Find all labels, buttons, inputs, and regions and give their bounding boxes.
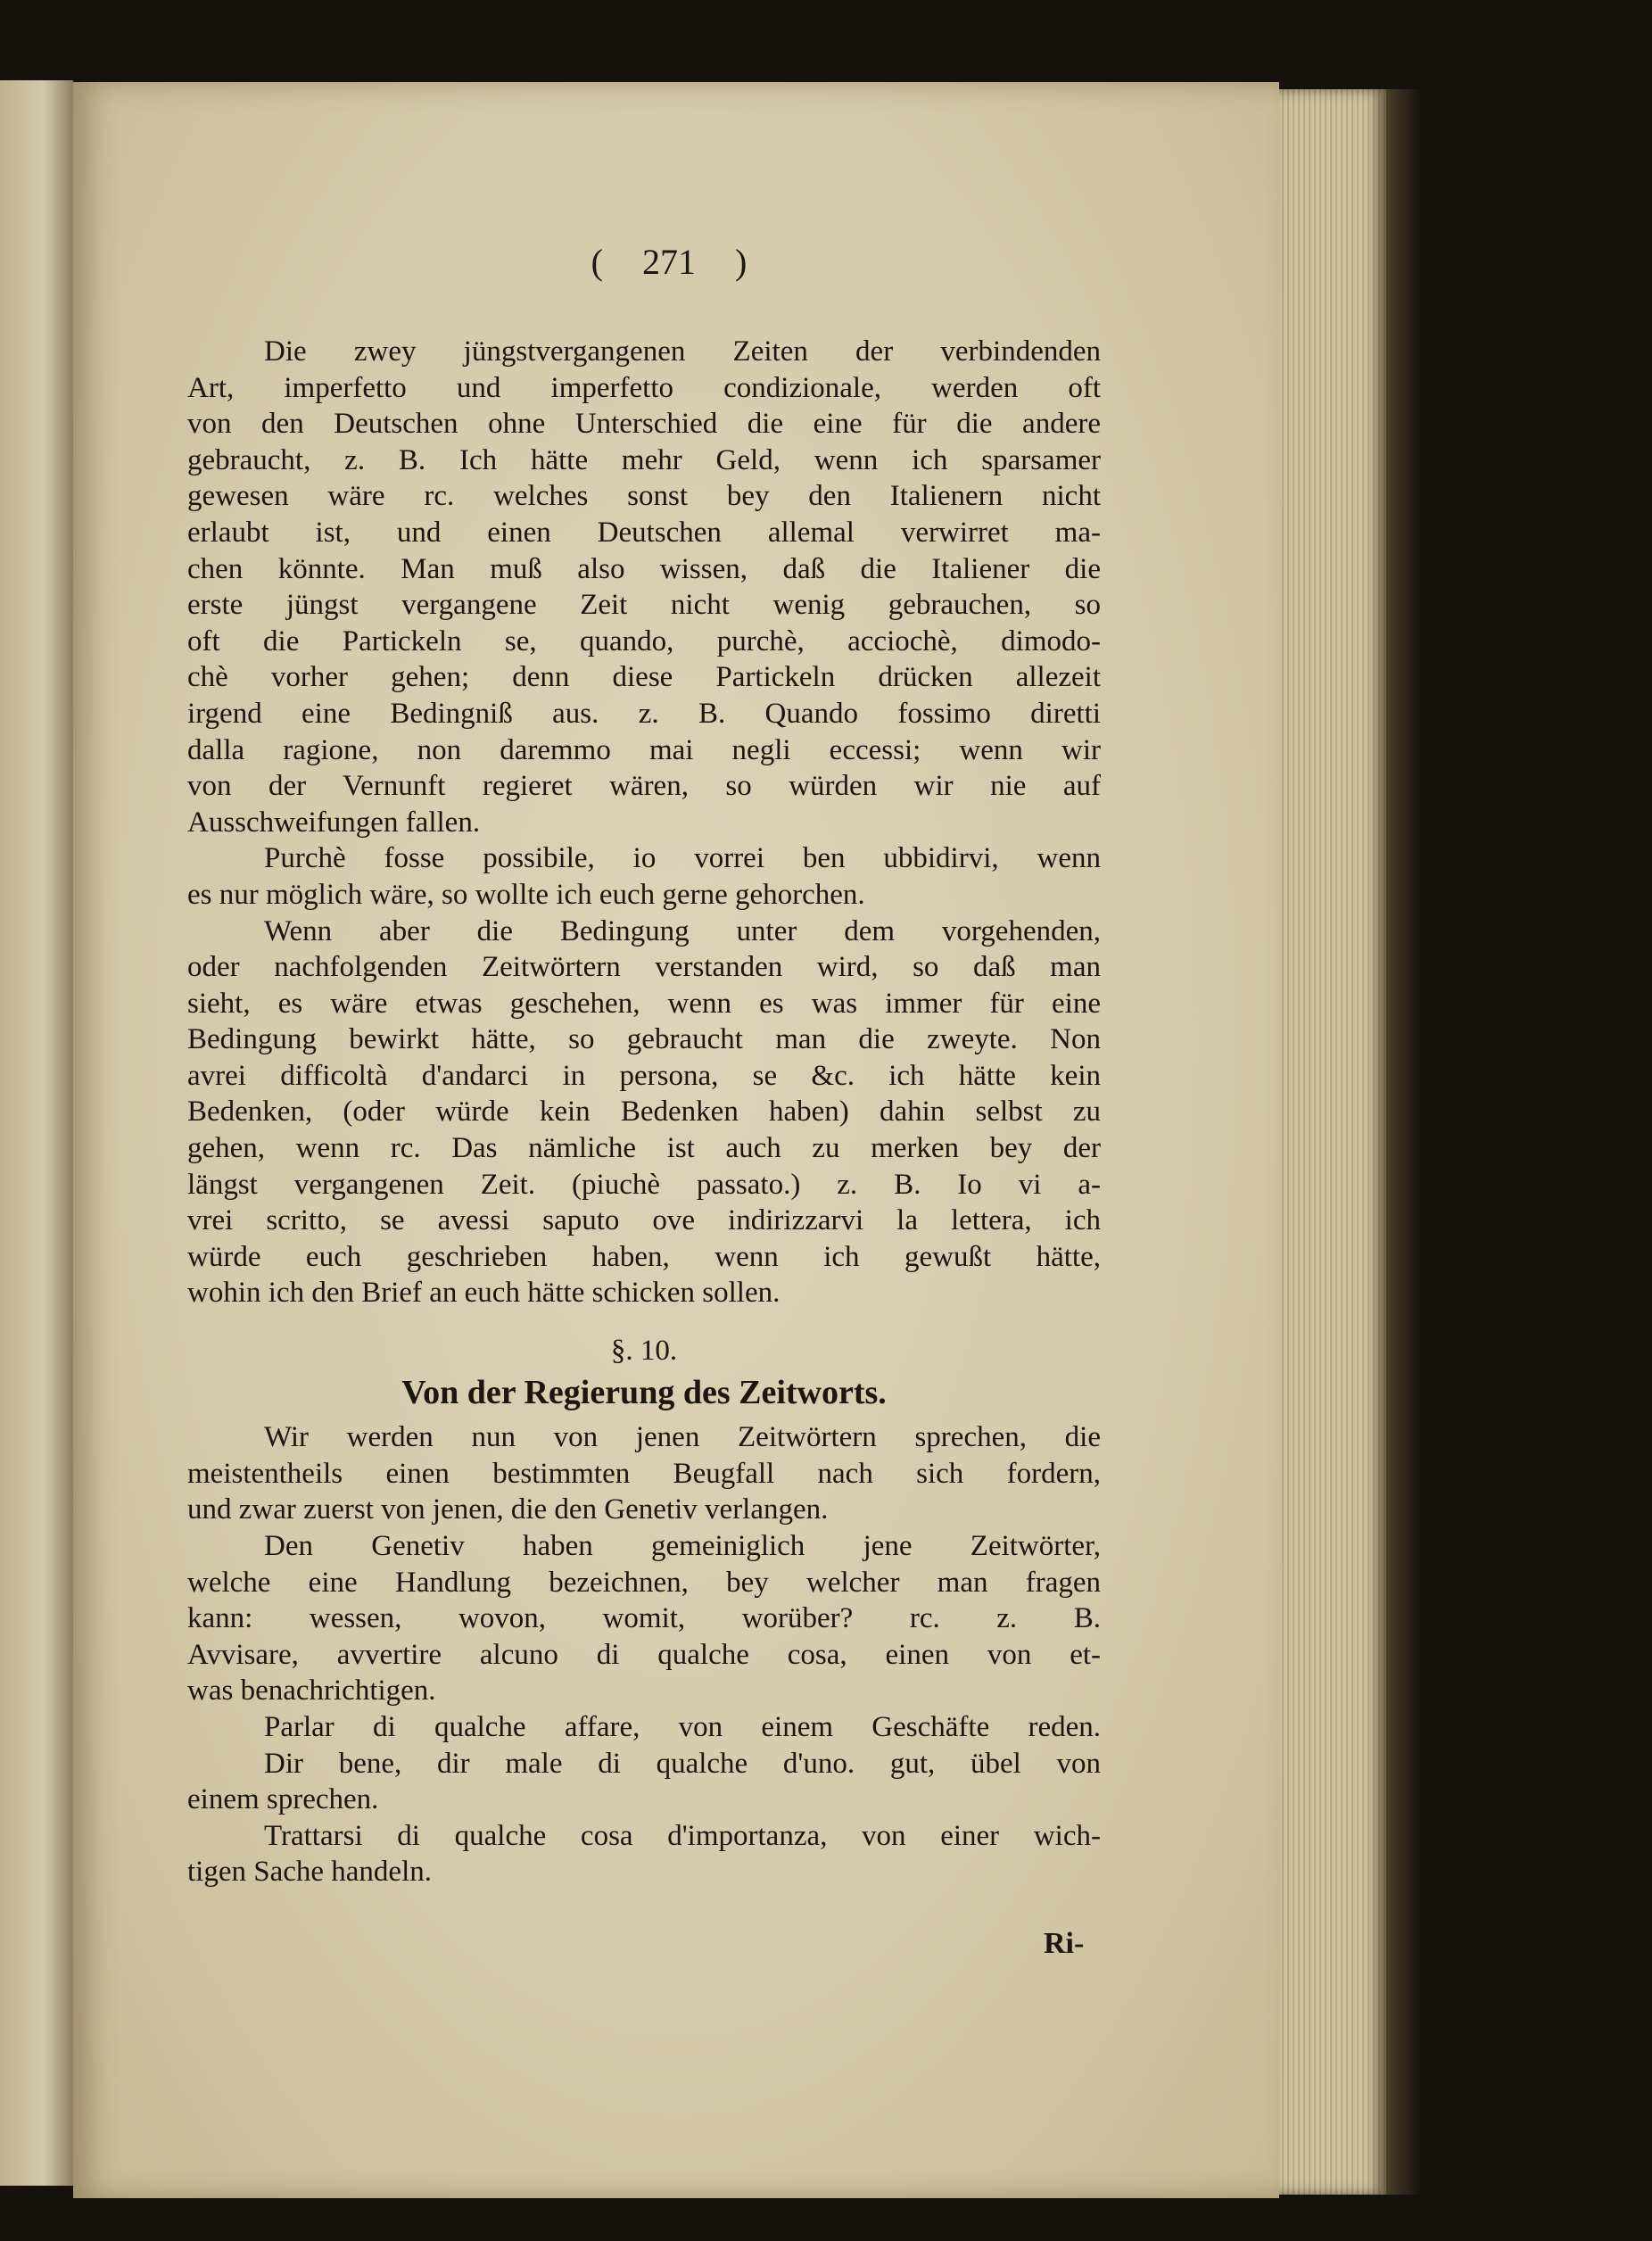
text-line: Dir bene, dir male di qualche d'uno. gut, übel von xyxy=(264,1747,1101,1780)
text-line: Die zwey jüngstvergangenen Zeiten der verbindenden xyxy=(264,335,1101,368)
text-line: würde euch geschrieben haben, wenn ich gewußt hätte, xyxy=(187,1240,1101,1273)
text-line: längst vergangenen Zeit. (piuchè passato.) z. B. Io vi a- xyxy=(187,1168,1101,1201)
text-line: erste jüngst vergangene Zeit nicht wenig gebrauchen, so xyxy=(187,589,1101,622)
text-line: dalla ragione, non daremmo mai negli eccessi; wenn wir xyxy=(187,733,1101,766)
section-number: §. 10. xyxy=(610,1335,678,1368)
text-line: kann: wessen, wovon, womit, worüber? rc. z. B. xyxy=(187,1602,1101,1635)
text-line: Parlar di qualche affare, von einem Geschäfte reden. xyxy=(264,1710,1101,1743)
text-line: Purchè fosse possibile, io vorrei ben ubbidirvi, wenn xyxy=(264,842,1101,875)
text-line: es nur möglich wäre, so wollte ich euch gerne gehorchen. xyxy=(187,878,865,911)
text-line: oft die Partickeln se, quando, purchè, acciochè, dimodo- xyxy=(187,624,1101,657)
text-line: gebraucht, z. B. Ich hätte mehr Geld, wenn ich sparsamer xyxy=(187,443,1101,476)
binding-shadow xyxy=(1386,89,1422,2195)
text-line: und zwar zuerst von jenen, die den Genetiv verlangen. xyxy=(187,1493,829,1526)
section-heading: Von der Regierung des Zeitworts. xyxy=(401,1373,887,1411)
text-line: Trattarsi di qualche cosa d'importanza, von einer wich- xyxy=(264,1819,1101,1852)
text-line: tigen Sache handeln. xyxy=(187,1856,432,1889)
text-line: einem sprechen. xyxy=(187,1783,379,1816)
text-line: gehen, wenn rc. Das nämliche ist auch zu merken bey der xyxy=(187,1132,1101,1165)
text-line: sieht, es wäre etwas geschehen, wenn es was immer für eine xyxy=(187,987,1101,1020)
text-line: oder nachfolgenden Zeitwörtern verstanden wird, so daß man xyxy=(187,951,1101,984)
text-line: irgend eine Bedingniß aus. z. B. Quando fossimo diretti xyxy=(187,697,1101,730)
text-line: Den Genetiv haben gemeiniglich jene Zeitwörter, xyxy=(264,1530,1101,1562)
text-line: Wenn aber die Bedingung unter dem vorgehenden, xyxy=(264,914,1101,947)
text-line: Bedingung bewirkt hätte, so gebraucht man die zweyte. Non xyxy=(187,1023,1101,1056)
text-line: gewesen wäre rc. welches sonst bey den Italienern nicht xyxy=(187,480,1101,513)
text-line: vrei scritto, se avessi saputo ove indirizzarvi la lettera, ich xyxy=(187,1204,1101,1237)
text-line: Bedenken, (oder würde kein Bedenken haben) dahin selbst zu xyxy=(187,1096,1101,1129)
text-line: chen könnte. Man muß also wissen, daß die Italiener die xyxy=(187,552,1101,585)
text-line: Ausschweifungen fallen. xyxy=(187,806,481,839)
catchword: Ri- xyxy=(1044,1927,1085,1960)
text-line: wohin ich den Brief an euch hätte schicken sollen. xyxy=(187,1277,781,1310)
text-line: avrei difficoltà d'andarci in persona, se &c. ich hätte kein xyxy=(187,1059,1101,1092)
text-line: Wir werden nun von jenen Zeitwörtern sprechen, die xyxy=(264,1421,1101,1454)
text-line: erlaubt ist, und einen Deutschen allemal verwirret ma- xyxy=(187,516,1101,549)
text-line: Art, imperfetto und imperfetto condizionale, werden oft xyxy=(187,371,1101,404)
body-text xyxy=(187,334,1101,1890)
text-line: was benachrichtigen. xyxy=(187,1675,436,1708)
text-line: chè vorher gehen; denn diese Partickeln drücken allezeit xyxy=(187,661,1101,694)
page-edges-stack xyxy=(1279,89,1386,2195)
text-line: meistentheils einen bestimmten Beugfall nach sich fordern, xyxy=(187,1457,1101,1490)
text-line: welche eine Handlung bezeichnen, bey welcher man fragen xyxy=(187,1566,1101,1599)
text-line: von der Vernunft regieret wären, so würden wir nie auf xyxy=(187,770,1101,803)
left-page-edge xyxy=(0,80,73,2186)
text-line: Avvisare, avvertire alcuno di qualche cosa, einen von et- xyxy=(187,1638,1101,1671)
page-number: ( 271 ) xyxy=(591,242,748,282)
text-line: von den Deutschen ohne Unterschied die eine für die andere xyxy=(187,408,1101,441)
